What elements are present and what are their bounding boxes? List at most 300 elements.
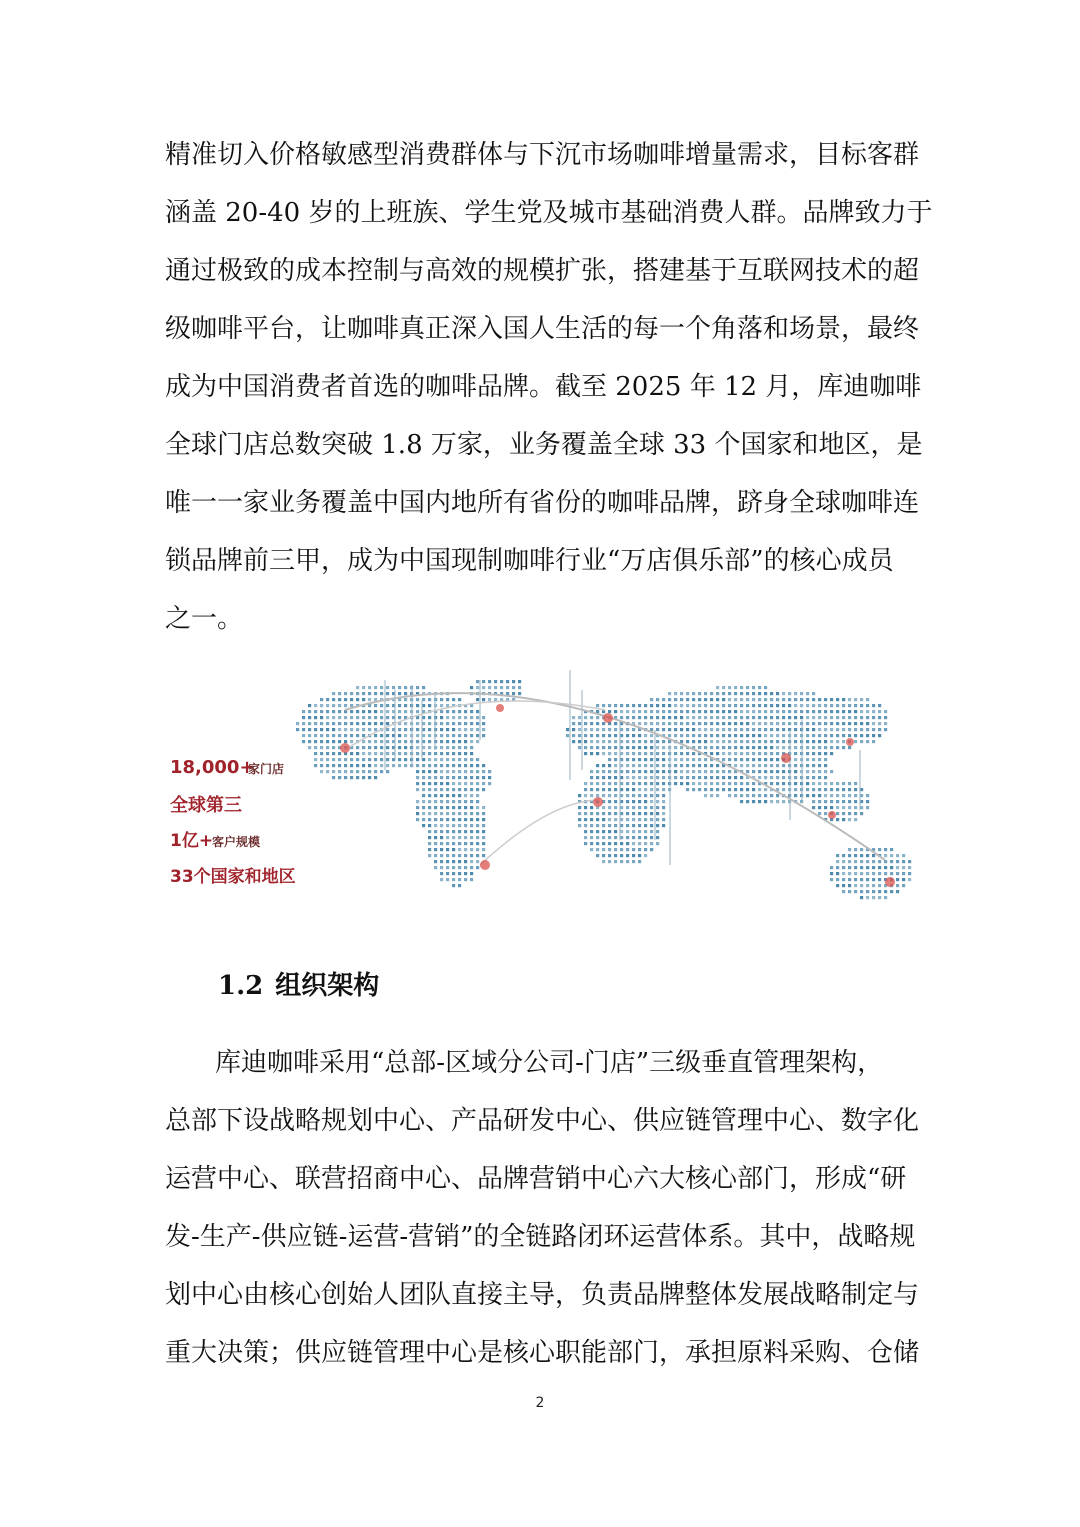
map-dot [764, 704, 767, 707]
map-dot [398, 704, 401, 707]
map-dot [434, 764, 437, 767]
map-dot [608, 740, 611, 743]
map-dot [602, 704, 605, 707]
map-dot [608, 806, 611, 809]
map-dot [776, 734, 779, 737]
map-dot [650, 710, 653, 713]
map-dot [782, 722, 785, 725]
map-dot [356, 722, 359, 725]
map-dot [632, 860, 635, 863]
map-dot [842, 782, 845, 785]
map-dot [344, 776, 347, 779]
map-dot [896, 872, 899, 875]
map-dot [758, 692, 761, 695]
map-dot [368, 686, 371, 689]
map-dot [656, 728, 659, 731]
map-dot [872, 878, 875, 881]
map-dot [464, 752, 467, 755]
map-dot [320, 770, 323, 773]
map-dot [476, 740, 479, 743]
store-count: 18,000+ [170, 757, 255, 778]
map-dot [692, 788, 695, 791]
map-dot [692, 752, 695, 755]
map-dot [470, 722, 473, 725]
map-dot [368, 764, 371, 767]
map-dot [596, 752, 599, 755]
map-dot [482, 830, 485, 833]
map-dot [782, 698, 785, 701]
map-dot [404, 764, 407, 767]
map-dot [476, 842, 479, 845]
page-number: 2 [535, 1395, 545, 1411]
map-dot [650, 746, 653, 749]
map-dot [404, 722, 407, 725]
map-dot [830, 728, 833, 731]
map-dot [758, 800, 761, 803]
map-dot [662, 752, 665, 755]
map-dot [338, 728, 341, 731]
map-dot [680, 770, 683, 773]
map-dot [416, 686, 419, 689]
map-dot [854, 860, 857, 863]
map-dot [860, 848, 863, 851]
map-dot [746, 722, 749, 725]
map-dot [362, 752, 365, 755]
map-dot [422, 812, 425, 815]
map-dot [362, 722, 365, 725]
map-dot [716, 698, 719, 701]
map-dot [866, 854, 869, 857]
map-dot [476, 788, 479, 791]
map-dot [446, 830, 449, 833]
map-dot [398, 746, 401, 749]
map-dot [416, 764, 419, 767]
map-dot [866, 866, 869, 869]
map-dot [446, 848, 449, 851]
map-dot [356, 734, 359, 737]
map-dot [818, 734, 821, 737]
map-dot [476, 824, 479, 827]
map-dot [596, 848, 599, 851]
map-dot [614, 710, 617, 713]
map-dot [638, 752, 641, 755]
map-dot [692, 698, 695, 701]
map-dot [662, 704, 665, 707]
map-dot [482, 680, 485, 683]
map-dot [818, 764, 821, 767]
map-dot [674, 704, 677, 707]
map-dot [308, 734, 311, 737]
map-dot [848, 878, 851, 881]
map-dot [752, 728, 755, 731]
map-dot [806, 752, 809, 755]
map-dot [452, 758, 455, 761]
map-dot [446, 722, 449, 725]
map-dot [632, 782, 635, 785]
map-dot [590, 794, 593, 797]
map-dot [362, 740, 365, 743]
map-dot [458, 812, 461, 815]
map-dot [488, 686, 491, 689]
map-dot [686, 722, 689, 725]
map-dot [386, 740, 389, 743]
map-dot [308, 704, 311, 707]
map-dot [638, 860, 641, 863]
map-dot [638, 782, 641, 785]
map-dot [362, 776, 365, 779]
map-dot [584, 788, 587, 791]
map-dot [752, 698, 755, 701]
map-dot [746, 734, 749, 737]
map-dot [752, 782, 755, 785]
map-dot [386, 734, 389, 737]
map-dot [722, 710, 725, 713]
map-dot [428, 746, 431, 749]
map-dot [362, 764, 365, 767]
map-dot [782, 734, 785, 737]
location-marker [828, 811, 836, 819]
map-dot [440, 872, 443, 875]
map-dot [794, 746, 797, 749]
map-dot [716, 734, 719, 737]
map-dot [608, 854, 611, 857]
map-dot [746, 752, 749, 755]
map-dot [842, 890, 845, 893]
map-dot [608, 764, 611, 767]
map-dot [584, 830, 587, 833]
map-dot [722, 722, 725, 725]
map-dot [596, 818, 599, 821]
map-dot [434, 794, 437, 797]
map-dot [632, 776, 635, 779]
map-dot [884, 848, 887, 851]
map-dot [398, 716, 401, 719]
map-dot [818, 710, 821, 713]
map-dot [320, 758, 323, 761]
map-dot [836, 860, 839, 863]
map-dot [464, 788, 467, 791]
map-dot [614, 776, 617, 779]
map-dot [878, 848, 881, 851]
text-line: 总部下设战略规划中心、产品研发中心、供应链管理中心、数字化 [165, 1106, 920, 1136]
map-dot [866, 896, 869, 899]
map-dot [650, 752, 653, 755]
map-dot [860, 722, 863, 725]
map-dot [440, 764, 443, 767]
map-dot [794, 740, 797, 743]
map-dot [596, 830, 599, 833]
map-dot [356, 770, 359, 773]
map-dot [848, 818, 851, 821]
map-dot [482, 812, 485, 815]
map-dot [680, 734, 683, 737]
map-dot [584, 740, 587, 743]
map-dot [746, 782, 749, 785]
map-dot [368, 752, 371, 755]
map-dot [626, 860, 629, 863]
map-dot [338, 710, 341, 713]
map-dot [872, 854, 875, 857]
map-dot [686, 764, 689, 767]
map-dot [386, 716, 389, 719]
map-dot [860, 854, 863, 857]
map-dot [764, 692, 767, 695]
map-dot [884, 854, 887, 857]
location-marker [496, 704, 504, 712]
country-count: 33个国家和地区 [170, 867, 296, 887]
map-dot [686, 728, 689, 731]
map-dot [476, 764, 479, 767]
map-dot [824, 698, 827, 701]
map-dot [758, 794, 761, 797]
map-dot [614, 824, 617, 827]
map-dot [596, 764, 599, 767]
map-dot [446, 788, 449, 791]
map-dot [380, 704, 383, 707]
map-dot [716, 788, 719, 791]
map-dot [674, 722, 677, 725]
map-dot [662, 746, 665, 749]
map-dot [488, 680, 491, 683]
map-dot [470, 854, 473, 857]
map-dot [824, 776, 827, 779]
map-dot [464, 746, 467, 749]
map-dot [662, 740, 665, 743]
map-dot [332, 734, 335, 737]
map-dot [326, 728, 329, 731]
map-dot [434, 770, 437, 773]
map-dot [656, 770, 659, 773]
map-dot [680, 704, 683, 707]
map-dot [764, 776, 767, 779]
map-dot [596, 716, 599, 719]
map-dot [842, 716, 845, 719]
map-dot [686, 734, 689, 737]
map-dot [794, 788, 797, 791]
map-dot [608, 842, 611, 845]
map-dot [350, 758, 353, 761]
map-dot [836, 746, 839, 749]
map-dot [614, 770, 617, 773]
map-dot [722, 788, 725, 791]
map-dot [332, 728, 335, 731]
map-dot [854, 884, 857, 887]
map-dot [464, 734, 467, 737]
map-dot [440, 812, 443, 815]
map-dot [740, 794, 743, 797]
map-dot [644, 788, 647, 791]
map-dot [872, 866, 875, 869]
map-dot [344, 698, 347, 701]
map-dot [878, 722, 881, 725]
map-dot [746, 770, 749, 773]
map-dot [440, 860, 443, 863]
map-dot [650, 830, 653, 833]
text-line: 唯一一家业务覆盖中国内地所有省份的咖啡品牌，跻身全球咖啡连 [165, 488, 920, 518]
map-dot [344, 758, 347, 761]
map-dot [380, 722, 383, 725]
route-arc [345, 701, 605, 750]
map-dot [650, 836, 653, 839]
map-dot [848, 746, 851, 749]
map-dot [854, 704, 857, 707]
map-dot [374, 752, 377, 755]
map-dot [428, 854, 431, 857]
map-dot [428, 794, 431, 797]
map-dot [590, 746, 593, 749]
map-dot [602, 836, 605, 839]
map-dot [644, 776, 647, 779]
map-dot [722, 776, 725, 779]
map-dot [584, 728, 587, 731]
map-dot [746, 692, 749, 695]
map-dot [752, 704, 755, 707]
map-dot [476, 716, 479, 719]
map-dot [440, 782, 443, 785]
map-dot [608, 752, 611, 755]
map-dot [788, 704, 791, 707]
map-dot [416, 698, 419, 701]
map-dot [854, 710, 857, 713]
map-dot [458, 782, 461, 785]
map-dot [836, 878, 839, 881]
map-dot [596, 704, 599, 707]
map-dot [464, 872, 467, 875]
map-dot [404, 710, 407, 713]
map-dot [638, 806, 641, 809]
map-dot [692, 722, 695, 725]
map-dot [866, 800, 869, 803]
map-dot [632, 836, 635, 839]
map-dot [794, 728, 797, 731]
map-dot [434, 866, 437, 869]
map-dot [632, 716, 635, 719]
map-dot [692, 782, 695, 785]
map-dot [752, 794, 755, 797]
map-dot [428, 740, 431, 743]
map-dot [770, 776, 773, 779]
map-dot [716, 686, 719, 689]
map-dot [764, 746, 767, 749]
map-dot [602, 842, 605, 845]
map-dot [470, 794, 473, 797]
map-dot [584, 806, 587, 809]
map-dot [452, 740, 455, 743]
map-dot [782, 704, 785, 707]
map-dot [362, 728, 365, 731]
map-dot [686, 710, 689, 713]
map-dot [716, 728, 719, 731]
map-dot [776, 752, 779, 755]
map-dot [386, 710, 389, 713]
map-dot [596, 770, 599, 773]
map-dot [404, 686, 407, 689]
map-dot [818, 728, 821, 731]
map-dot [812, 770, 815, 773]
map-dot [752, 710, 755, 713]
map-dot [578, 728, 581, 731]
map-dot [704, 704, 707, 707]
map-dot [446, 746, 449, 749]
map-dot [818, 776, 821, 779]
map-dot [482, 824, 485, 827]
map-dot [716, 692, 719, 695]
map-dot [824, 806, 827, 809]
map-dot [770, 740, 773, 743]
map-dot [428, 698, 431, 701]
map-dot [764, 734, 767, 737]
map-dot [398, 740, 401, 743]
map-dot [668, 692, 671, 695]
map-dot [902, 854, 905, 857]
map-dot [602, 776, 605, 779]
map-dot [470, 818, 473, 821]
map-dot [476, 830, 479, 833]
map-dot [608, 704, 611, 707]
map-dot [704, 770, 707, 773]
map-dot [434, 824, 437, 827]
map-dot [476, 770, 479, 773]
map-dot [866, 872, 869, 875]
map-dot [446, 794, 449, 797]
map-dot [794, 704, 797, 707]
map-dot [632, 824, 635, 827]
map-dot [632, 734, 635, 737]
map-dot [470, 716, 473, 719]
map-dot [860, 710, 863, 713]
map-dot [374, 722, 377, 725]
map-dot [602, 854, 605, 857]
map-dot [758, 716, 761, 719]
map-dot [854, 854, 857, 857]
map-dot [632, 746, 635, 749]
map-dot [734, 716, 737, 719]
map-dot [338, 752, 341, 755]
map-dot [464, 728, 467, 731]
map-dot [770, 704, 773, 707]
map-dot [776, 740, 779, 743]
map-dot [674, 776, 677, 779]
map-dot [470, 752, 473, 755]
map-dot [632, 770, 635, 773]
map-dot [452, 764, 455, 767]
map-dot [824, 800, 827, 803]
map-dot [758, 740, 761, 743]
map-dot [656, 812, 659, 815]
map-dot [428, 704, 431, 707]
map-dot [824, 764, 827, 767]
map-dot [464, 866, 467, 869]
map-dot [416, 800, 419, 803]
map-dot [302, 734, 305, 737]
map-dot [440, 722, 443, 725]
map-dot [446, 716, 449, 719]
map-dot [482, 686, 485, 689]
map-dot [764, 698, 767, 701]
map-dot [572, 716, 575, 719]
map-dot [650, 770, 653, 773]
map-dot [878, 860, 881, 863]
map-dot [518, 692, 521, 695]
map-dot [662, 824, 665, 827]
map-dot [836, 806, 839, 809]
map-dot [746, 788, 749, 791]
map-dot [602, 734, 605, 737]
map-dot [680, 776, 683, 779]
map-dot [836, 884, 839, 887]
map-dot [860, 740, 863, 743]
map-dot [590, 812, 593, 815]
